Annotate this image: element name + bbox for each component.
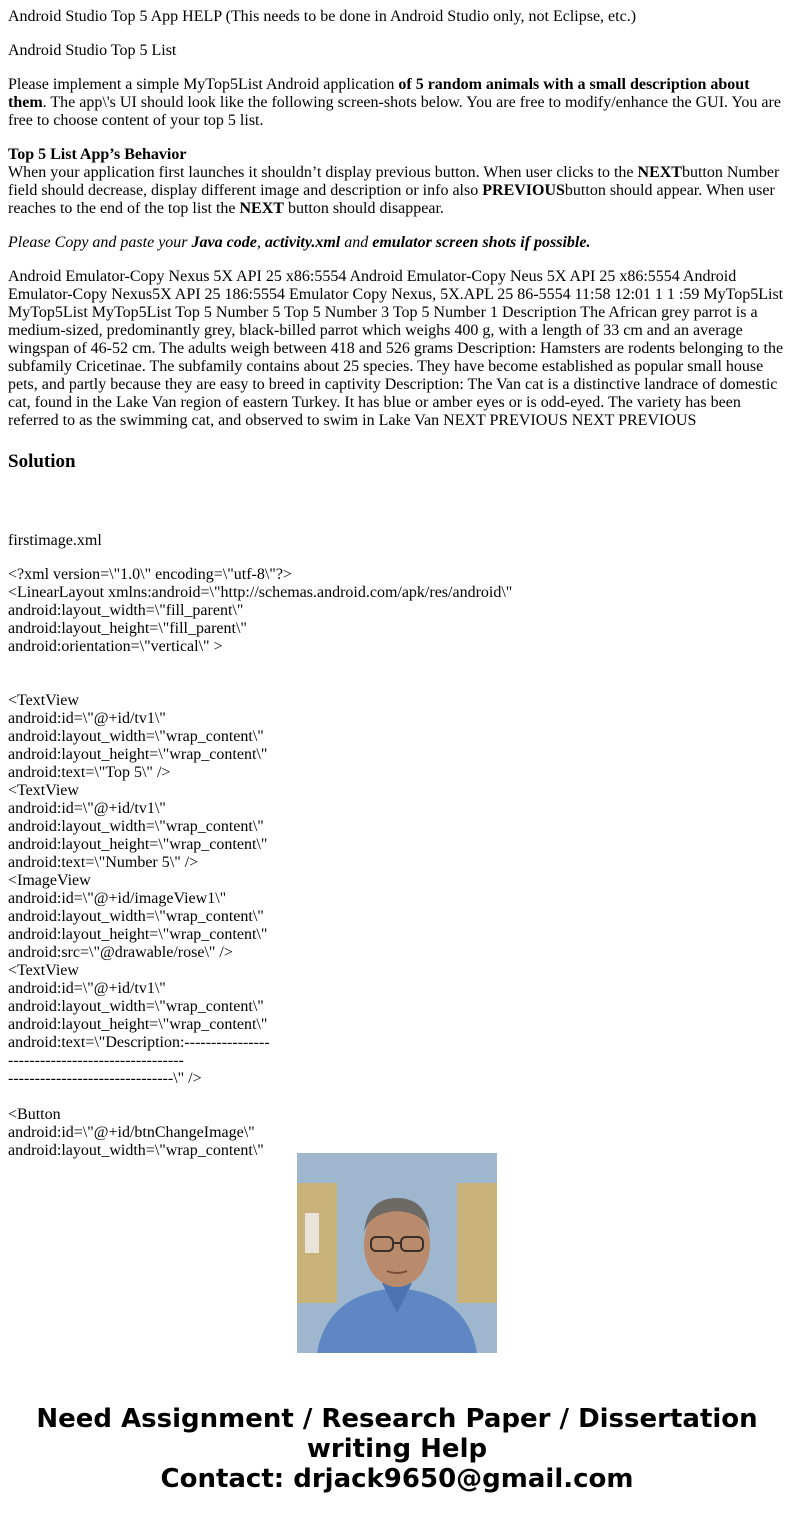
behavior-text-1: When your application first launches it shouldn’t display previous button. When user clicks to the	[8, 164, 638, 181]
copy-java: Java code	[191, 234, 257, 251]
question-body	[8, 8, 788, 473]
code-line: <LinearLayout xmlns:android=\"http://schemas.android.com/apk/res/android\"	[8, 584, 513, 601]
author-avatar	[297, 1153, 497, 1353]
intro-text-end: . The app\'s UI should look like the following screen-shots below. You are free to modify/enhance the GUI. You are free to choose content of your top 5 list.	[8, 94, 781, 129]
copy-and: and	[340, 234, 373, 251]
code-line: <Button	[8, 1106, 61, 1123]
code-line: android:id=\"@+id/imageView1\"	[8, 890, 227, 907]
code-line: ---------------------------------	[8, 1052, 184, 1069]
code-line: android:layout_height=\"wrap_content\"	[8, 836, 268, 853]
copy-text: Please Copy and paste your	[8, 234, 192, 251]
behavior-text-4: button should disappear.	[283, 200, 444, 217]
code-line: android:id=\"@+id/tv1\"	[8, 980, 166, 997]
copy-xml: activity.xml	[264, 234, 341, 251]
promo-line-1: Need Assignment / Research Paper / Dissertation	[36, 1404, 758, 1434]
code-line: android:layout_width=\"wrap_content\"	[8, 818, 264, 835]
behavior-text-2: button Number field should decrease, display different image and description or info also	[8, 164, 780, 199]
question-subtitle: Android Studio Top 5 List	[8, 42, 177, 59]
code-line: android:orientation=\"vertical\" >	[8, 638, 223, 655]
copy-instructions	[8, 234, 788, 252]
code-line	[8, 1088, 788, 1106]
behavior-text-3: button should appear. When user reaches to the end of the top list the	[8, 182, 775, 217]
code-line: android:layout_height=\"fill_parent\"	[8, 620, 247, 637]
code-line: android:layout_height=\"wrap_content\"	[8, 746, 268, 763]
code-line: android:text=\"Top 5\" />	[8, 764, 171, 781]
promo-line-2: writing Help	[306, 1434, 488, 1464]
code-line	[8, 674, 788, 692]
code-line: <TextView	[8, 962, 79, 979]
code-line: <ImageView	[8, 872, 91, 889]
avatar-photo-icon	[297, 1153, 497, 1353]
intro-text: Please implement a simple MyTop5List Android application	[8, 76, 399, 93]
code-line: android:layout_width=\"wrap_content\"	[8, 908, 264, 925]
code-line: android:layout_height=\"wrap_content\"	[8, 1016, 268, 1033]
code-line: android:layout_width=\"wrap_content\"	[8, 1142, 264, 1159]
solution-heading: Solution	[8, 451, 76, 472]
emulator-screenshot-text: Android Emulator-Copy Nexus 5X API 25 x86:5554 Android Emulator-Copy Neus 5X API 25 x86:5554 Android Emulator-Copy Nexus5X API 25 186:5554 Emulator Copy Nexus, 5X.APL 25 86-5554 11:58 12:01 1 1 :59 MyTop5List MyTop5List MyTop5List Top 5 Number 5 Top 5 Number 3 Top 5 Number 1 Description The African grey parrot is a medium-sized, predominantly grey, black-billed parrot which weighs 400 g, with a length of 33 cm and an average wingspan of 46-52 cm. The adults weigh between 418 and 526 grams Description: Hamsters are rodents belonging to the subfamily Cricetinae. The subfamily contains about 25 species. They have become established as popular small house pets, and partly because they are easy to breed in captivity Description: The Van cat is a distinctive landrace of domestic cat, found in the Lake Van region of eastern Turkey. It has blue or amber eyes or is odd-eyed. The variety has been referred to as the swimming cat, and observed to swim in Lake Van NEXT PREVIOUS NEXT PREVIOUS	[8, 268, 784, 429]
copy-sep: ,	[256, 234, 265, 251]
code-line: android:layout_width=\"wrap_content\"	[8, 998, 264, 1015]
code-line: <?xml version=\"1.0\" encoding=\"utf-8\"?>	[8, 566, 292, 583]
code-line: android:src=\"@drawable/rose\" />	[8, 944, 233, 961]
behavior-previous: PREVIOUS	[482, 182, 565, 199]
promo-banner	[0, 1404, 794, 1494]
solution-filename: firstimage.xml	[8, 532, 102, 549]
solution-code	[8, 532, 788, 1159]
behavior-heading: Top 5 List App’s Behavior	[8, 146, 187, 163]
code-line: android:layout_width=\"wrap_content\"	[8, 728, 264, 745]
code-line: android:id=\"@+id/btnChangeImage\"	[8, 1124, 255, 1141]
intro-bold: of 5 random animals with a small description about them	[8, 76, 750, 111]
code-line: android:layout_height=\"wrap_content\"	[8, 926, 268, 943]
code-line: android:id=\"@+id/tv1\"	[8, 800, 166, 817]
code-line: -------------------------------\" />	[8, 1070, 202, 1087]
behavior-next-1: NEXT	[637, 164, 682, 181]
code-line: android:text=\"Number 5\" />	[8, 854, 199, 871]
copy-emulator: emulator screen shots if possible.	[372, 234, 591, 251]
code-line	[8, 656, 788, 674]
code-block	[8, 566, 788, 1160]
code-line: android:text=\"Description:----------------	[8, 1034, 270, 1051]
promo-contact: Contact: drjack9650@gmail.com	[160, 1464, 634, 1494]
code-line: android:id=\"@+id/tv1\"	[8, 710, 166, 727]
behavior-section	[8, 146, 788, 218]
question-intro	[8, 76, 788, 130]
code-line: <TextView	[8, 692, 79, 709]
code-line: <TextView	[8, 782, 79, 799]
question-title: Android Studio Top 5 App HELP (This needs to be done in Android Studio only, not Eclipse, etc.)	[8, 8, 637, 25]
behavior-next-2: NEXT	[239, 200, 284, 217]
code-line: android:layout_width=\"fill_parent\"	[8, 602, 244, 619]
